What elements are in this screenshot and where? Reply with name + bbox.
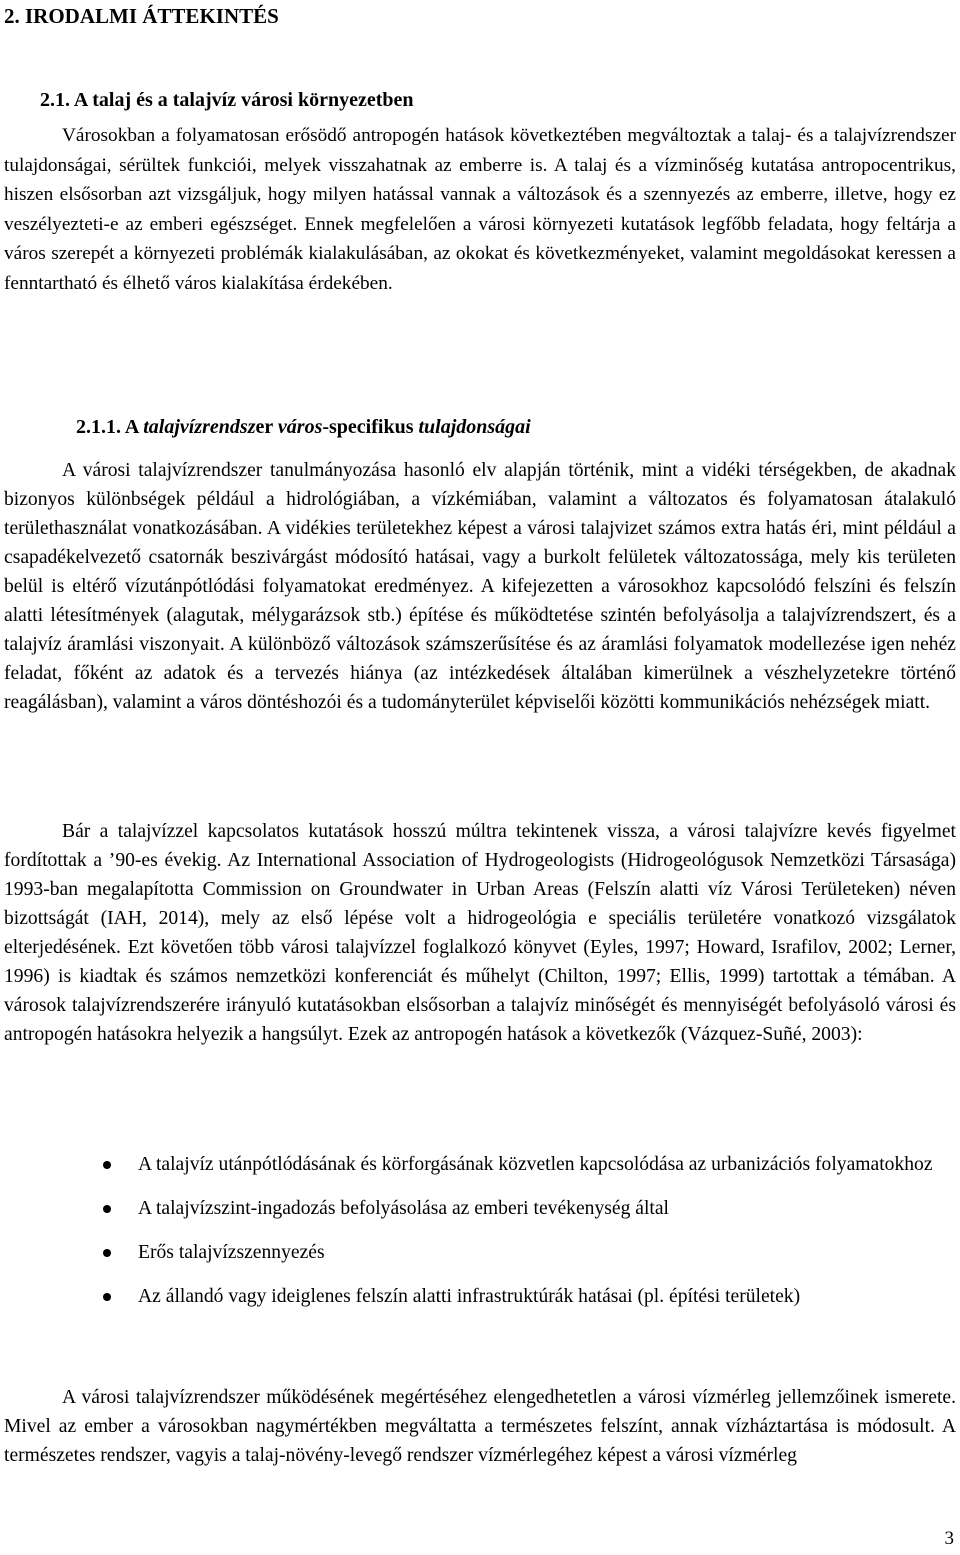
subsection-heading: [76, 413, 531, 441]
list-item: [0, 1238, 956, 1267]
bullet-icon: [103, 1293, 111, 1301]
list-item-text: A talajvízszint-ingadozás befolyásolása az emberi tevékenység által: [138, 1198, 669, 1219]
subsection-title-part: -specifikus: [322, 416, 419, 438]
subsection-number: 2.1.1.: [76, 416, 121, 438]
list-item: [0, 1282, 956, 1311]
body-paragraph-1: A városi talajvízrendszer tanulmányozása hasonló elv alapján történik, mint a vidéki térségekben, de akadnak bizonyos különbségek például a hidrológiában, a vízkémiában, valamint a változatos és folyamatosan átalakuló területhasználat vonatkozásában. A vidékies területekhez képest a városi talajvizet számos extra hatás éri, mint például a csapadékelvezető csatornák beszivárgást módosító hatásai, vagy a burkolt felületek változatossága, mely kis területen belül is eltérő vízutánpótlódási folyamatokat eredményez. A kifejezetten a városokhoz kapcsolódó felszíni és felszín alatti létesítmények (alagutak, mélygarázsok stb.) építése és működtetése szintén befolyásolja a talajvízrendszert, és a talajvíz áramlási viszonyait. A különböző változások számszerűsítése és az áramlási folyamatok modellezése igen nehéz feladat, főként az adatok és a tervezés hiánya (az intézkedések általában kimerülnek a vészhelyzetekre történő reagálásban), valamint a város döntéshozói és a tudományterület képviselői közötti kommunikációs nehézségek miatt.: [4, 460, 956, 713]
subsection-title-italic: város: [277, 416, 323, 438]
body-paragraph-2: Bár a talajvízzel kapcsolatos kutatások hosszú múltra tekintenek vissza, a városi talajvízre kevés figyelmet fordítottak a ’90-es évekig. Az International Association of Hydrogeologists (Hidrogeológusok Nemzetközi Társasága) 1993-ban megalapította Commission on Groundwater in Urban Areas (Felszín alatti víz Városi Területeken) néven bizottságát (IAH, 2014), mely az első lépése volt a hidrogeológia e speciális területére vonatkozó vizsgálatok elterjedésének. Ezt követően több városi talajvízzel foglalkozó könyvet (Eyles, 1997; Howard, Israfilov, 2002; Lerner, 1996) is kiadtak és számos nemzetközi konferenciát és műhelyt (Chilton, 1997; Ellis, 1999) tartottak a témában. A városok talajvízrendszerére irányuló kutatásokban elsősorban a talajvíz minőségét és mennyiségét befolyásoló városi és antropogén hatásokra helyezik a hangsúlyt. Ezek az antropogén hatások a következők (Vázquez-Suñé, 2003):: [4, 821, 956, 1045]
bullet-icon: [103, 1161, 111, 1169]
bullet-icon: [103, 1249, 111, 1257]
page-number: 3: [944, 1528, 954, 1549]
subsection-title-italic: talajvízrendsz: [143, 416, 256, 438]
section-intro-paragraph: Városokban a folyamatosan erősödő antropogén hatások következtében megváltoztak a talaj- és a talajvízrendszer tulajdonságai, sérültek funkciói, melyek visszahatnak az emberre is. A talaj és a vízminőség kutatása antropocentrikus, hiszen elsősorban azt vizsgáljuk, hogy milyen hatással vannak a változások és a szennyezés az emberre, illetve, hogy ez veszélyezteti-e az emberi egészséget. Ennek megfelelően a városi környezeti kutatások legfőbb feladata, hogy feltárja a város szerepét a környezeti problémák kialakulásában, az okokat és következményeket, valamint megoldásokat keressen a fenntartható és élhető város kialakítása érdekében.: [4, 125, 956, 294]
anthropogenic-effects-list: [0, 1150, 956, 1326]
section-heading: 2.1. A talaj és a talajvíz városi környezetben: [40, 89, 414, 111]
body-paragraph-3: A városi talajvízrendszer működésének megértéséhez elengedhetetlen a városi vízmérleg jellemzőinek ismerete. Mivel az ember a városokban nagymértékben megváltatta a természetes felszínt, annak vízháztartása is módosult. A természetes rendszer, vagyis a talaj-növény-levegő rendszer vízmérlegéhez képest a városi vízmérleg: [4, 1387, 956, 1466]
chapter-heading: 2. IRODALMI ÁTTEKINTÉS: [4, 4, 279, 28]
list-item-text: Az állandó vagy ideiglenes felszín alatti infrastruktúrák hatásai (pl. építési területek): [138, 1286, 801, 1307]
subsection-title-part: er: [255, 416, 278, 438]
subsection-title-italic: tulajdonságai: [418, 416, 531, 438]
subsection-title-part: A: [124, 416, 144, 438]
list-item-text: Erős talajvízszennyezés: [138, 1242, 325, 1263]
bullet-icon: [103, 1205, 111, 1213]
list-item: [0, 1194, 956, 1223]
list-item: [0, 1150, 956, 1179]
list-item-text: A talajvíz utánpótlódásának és körforgásának közvetlen kapcsolódása az urbanizációs folyamatokhoz: [138, 1154, 933, 1175]
